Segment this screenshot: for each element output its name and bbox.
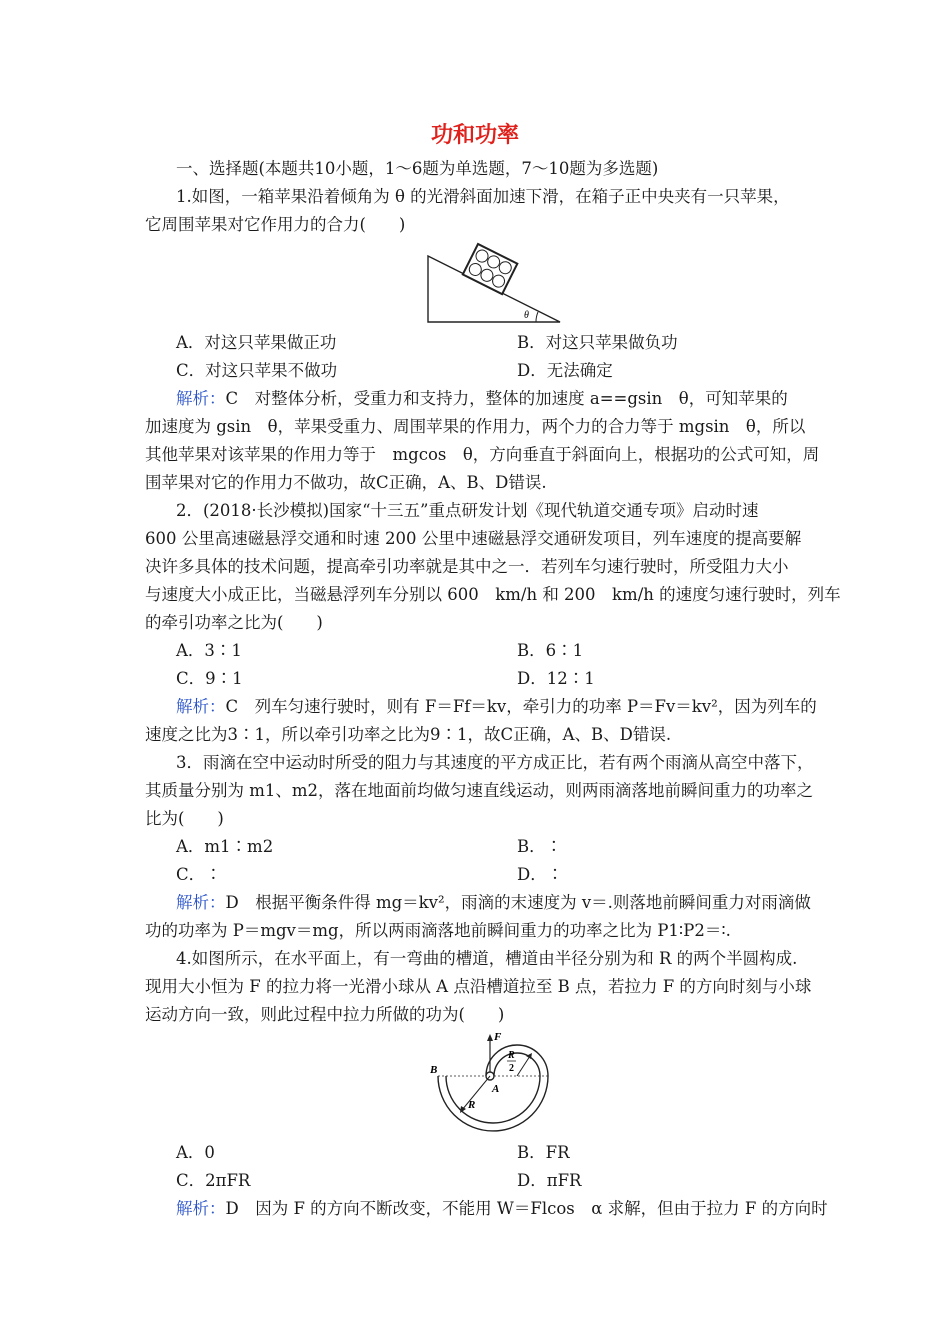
q1-option-a[interactable]: A．对这只苹果做正功 bbox=[176, 333, 337, 352]
q2-solution-line-2: 速度之比为3∶1，所以牵引功率之比为9∶1，故C正确，A、B、D错误. bbox=[145, 725, 672, 744]
q3-solution-line-2: 功的功率为 P＝mgv＝mg，所以两雨滴落地前瞬间重力的功率之比为 P1∶P2＝∶. bbox=[145, 921, 731, 940]
q2-option-d[interactable]: D．12∶1 bbox=[517, 669, 595, 688]
q2-option-a[interactable]: A．3∶1 bbox=[176, 641, 242, 660]
label-a: A bbox=[492, 1083, 500, 1095]
q1-solution-line-4: 围苹果对它的作用力不做功，故C正确，A、B、D错误. bbox=[145, 473, 547, 492]
q1-incline-figure bbox=[420, 236, 570, 326]
q2-option-b[interactable]: B．6∶1 bbox=[517, 641, 584, 660]
q3-option-c[interactable]: C．∶ bbox=[176, 865, 222, 884]
q4-stem-line-2: 现用大小恒为 F 的拉力将一光滑小球从 A 点沿槽道拉至 B 点，若拉力 F 的方向时刻与小球 bbox=[145, 977, 812, 996]
q4-stem-line-1: 4.如图所示，在水平面上，有一弯曲的槽道，槽道由半径分别为和 R 的两个半圆构成. bbox=[176, 949, 798, 968]
solution-label: 解析： bbox=[176, 697, 226, 716]
q3-solution-line-1: 解析：D 根据平衡条件得 mg＝kv²，雨滴的末速度为 v＝.则落地前瞬间重力对雨滴做 bbox=[176, 893, 811, 912]
q2-stem-line-4: 与速度大小成正比，当磁悬浮列车分别以 600 km/h 和 200 km/h 的速度匀速行驶时，列车 bbox=[145, 585, 841, 604]
solution-label: 解析： bbox=[176, 389, 226, 408]
q1-stem-line-1: 1.如图，一箱苹果沿着倾角为 θ 的光滑斜面加速下滑，在箱子正中央夹有一只苹果， bbox=[176, 187, 790, 206]
q1-option-b[interactable]: B．对这只苹果做负功 bbox=[517, 333, 678, 352]
label-b: B bbox=[430, 1064, 438, 1076]
section-heading: 一、选择题(本题共10小题，1～6题为单选题，7～10题为多选题) bbox=[176, 159, 659, 178]
q3-option-a[interactable]: A．m1∶m2 bbox=[176, 837, 274, 856]
q3-stem-line-1: 3．雨滴在空中运动时所受的阻力与其速度的平方成正比，若有两个雨滴从高空中落下， bbox=[176, 753, 814, 772]
q1-stem-line-2: 它周围苹果对它作用力的合力( ) bbox=[145, 215, 406, 234]
q1-option-d[interactable]: D．无法确定 bbox=[517, 361, 613, 380]
q2-stem-line-1: 2．(2018·长沙模拟)国家“十三五”重点研发计划《现代轨道交通专项》启动时速 bbox=[176, 501, 759, 520]
solution-label: 解析： bbox=[176, 893, 226, 912]
q1-solution-line-3: 其他苹果对该苹果的作用力等于 mgcos θ，方向垂直于斜面向上，根据功的公式可知，周 bbox=[145, 445, 820, 464]
q3-stem-line-2: 其质量分别为 m1、m2，落在地面前均做匀速直线运动，则两雨滴落地前瞬间重力的功率之 bbox=[145, 781, 814, 800]
label-f: F bbox=[494, 1031, 502, 1043]
apple-box bbox=[463, 244, 518, 294]
q4-solution-line-1: 解析：D 因为 F 的方向不断改变，不能用 W＝Flcos α 求解，但由于拉力 F 的方向时 bbox=[176, 1199, 828, 1218]
page-title: 功和功率 bbox=[430, 122, 519, 148]
q3-stem-line-3: 比为( ) bbox=[145, 809, 224, 828]
label-r2-num: R bbox=[508, 1050, 515, 1061]
q1-solution-line-2: 加速度为 gsin θ，苹果受重力、周围苹果的作用力，两个力的合力等于 mgsin θ，所以 bbox=[145, 417, 806, 436]
q2-stem-line-3: 决许多具体的技术问题，提高牵引功率就是其中之一．若列车匀速行驶时，所受阻力大小 bbox=[145, 557, 789, 576]
q4-option-c[interactable]: C．2πFR bbox=[176, 1171, 251, 1190]
q1-solution-line-1: 解析：C 对整体分析，受重力和支持力，整体的加速度 a==gsin θ，可知苹果的 bbox=[176, 389, 788, 408]
q4-groove-figure bbox=[430, 1024, 560, 1134]
q3-option-b[interactable]: B．∶ bbox=[517, 837, 563, 856]
q4-option-b[interactable]: B．FR bbox=[517, 1143, 570, 1162]
q4-stem-line-3: 运动方向一致，则此过程中拉力所做的功为( ) bbox=[145, 1005, 505, 1024]
q2-solution-line-1: 解析：C 列车匀速行驶时，则有 F＝Ff＝kv，牵引力的功率 P＝Fv＝kv²，因为列车的 bbox=[176, 697, 817, 716]
label-r2-den: 2 bbox=[509, 1063, 514, 1074]
q4-option-a[interactable]: A．0 bbox=[176, 1143, 215, 1162]
label-r: R bbox=[468, 1099, 476, 1111]
q1-option-c[interactable]: C．对这只苹果不做功 bbox=[176, 361, 338, 380]
solution-label: 解析： bbox=[176, 1199, 226, 1218]
q3-option-d[interactable]: D．∶ bbox=[517, 865, 564, 884]
theta-label: θ bbox=[524, 310, 529, 321]
q2-option-c[interactable]: C．9∶1 bbox=[176, 669, 243, 688]
q2-stem-line-5: 的牵引功率之比为( ) bbox=[145, 613, 323, 632]
q4-option-d[interactable]: D．πFR bbox=[517, 1171, 582, 1190]
q2-stem-line-2: 600 公里高速磁悬浮交通和时速 200 公里中速磁悬浮交通研发项目，列车速度的提高要解 bbox=[145, 529, 802, 548]
